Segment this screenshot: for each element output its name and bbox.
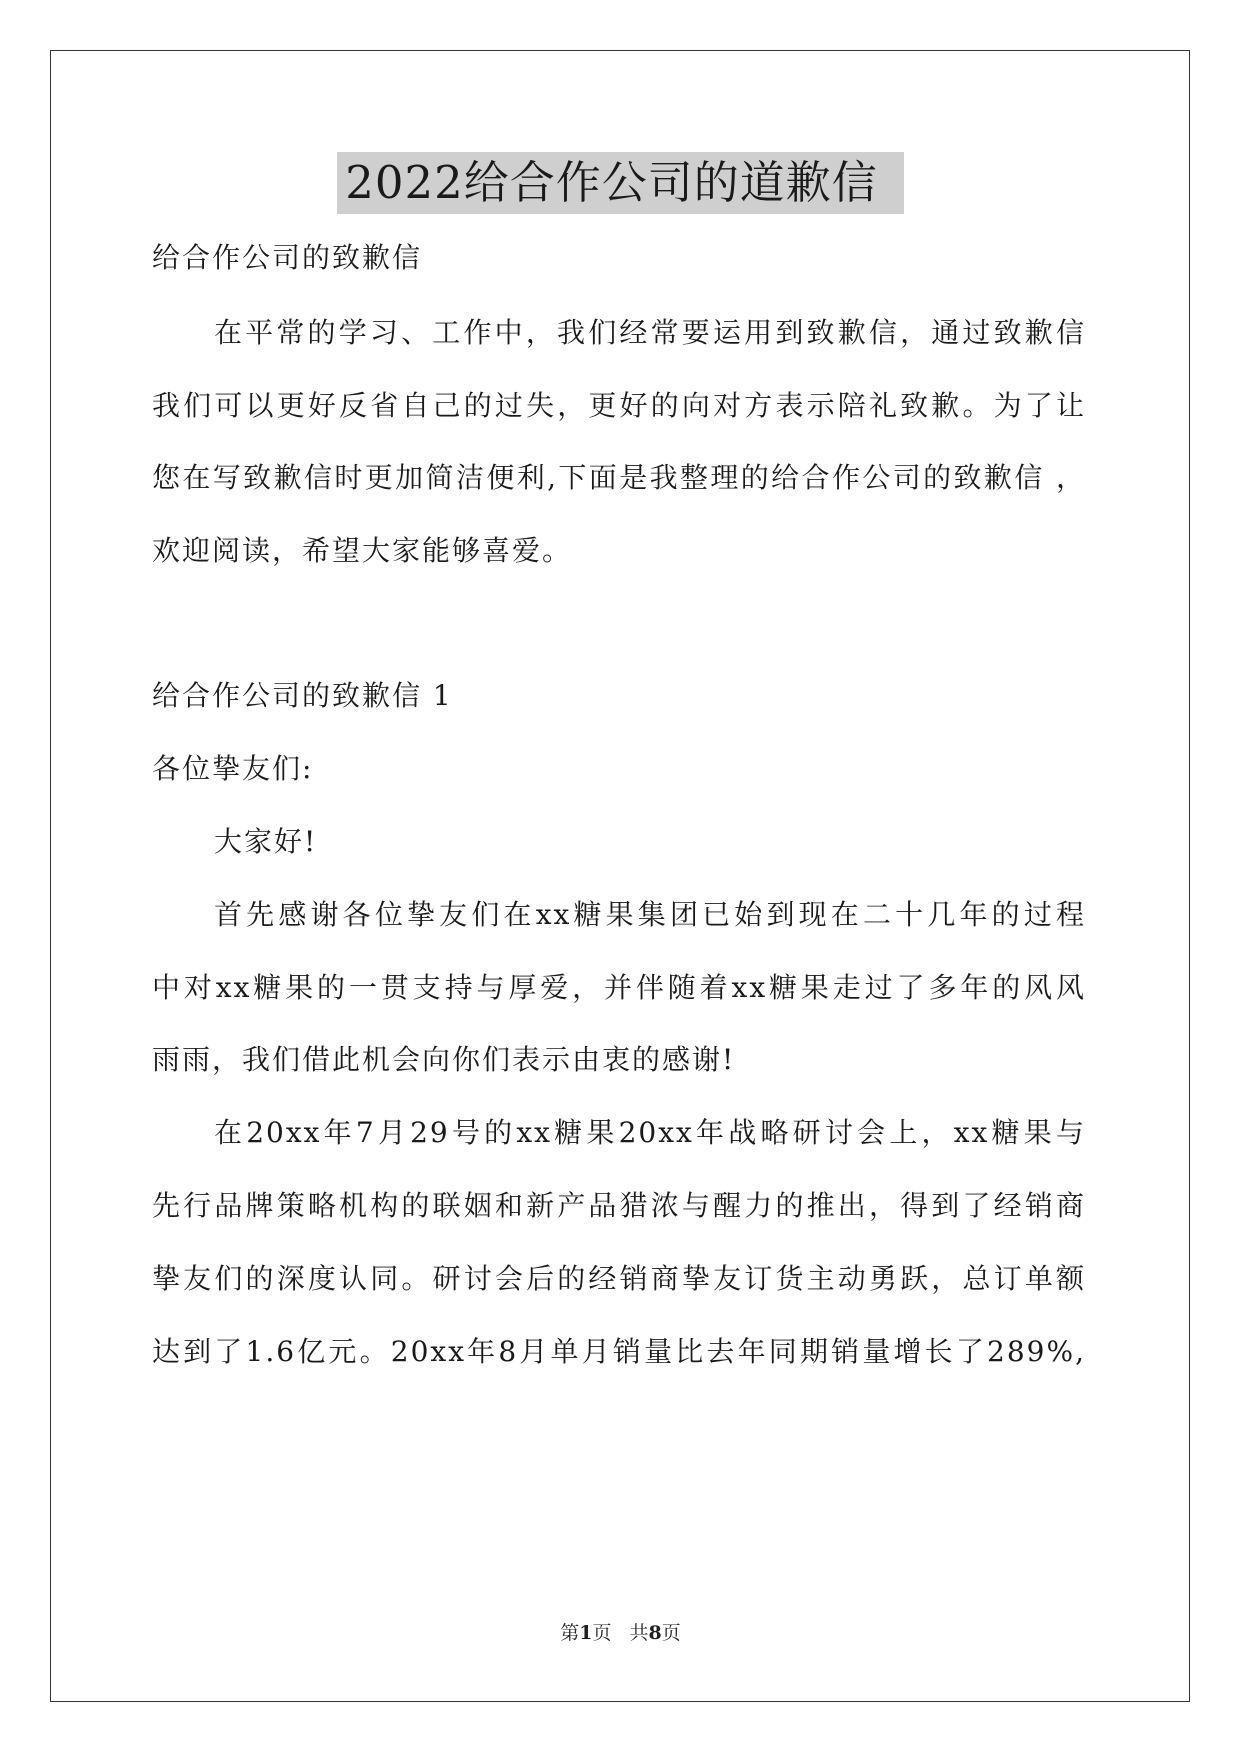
footer-page-current: 1 (579, 1622, 593, 1644)
intro-line-4: 欢迎阅读，希望大家能够喜爱。 (152, 534, 573, 567)
page-footer (0, 1620, 1241, 1646)
para2-line-4: 达到了1.6亿元。20xx年8月单月销量比去年同期销量增长了289%, (152, 1335, 1086, 1368)
para1-line-2: 中对xx糖果的一贯支持与厚爱，并伴随着xx糖果走过了多年的风风 (152, 971, 1086, 1004)
document-title: 2022给合作公司的道歉信 (337, 152, 904, 214)
title-container (0, 152, 1241, 214)
para2-line-1: 在20xx年7月29号的xx糖果20xx年战略研讨会上，xx糖果与 (214, 1116, 1086, 1149)
para2-line-2: 先行品牌策略机构的联姻和新产品猎浓与醒力的推出，得到了经销商 (152, 1189, 1086, 1222)
section-heading: 给合作公司的致歉信 1 (152, 679, 453, 712)
page-border (50, 50, 1190, 1702)
salutation: 各位挚友们: (152, 752, 314, 785)
para2-line-3: 挚友们的深度认同。研讨会后的经销商挚友订货主动勇跃，总订单额 (152, 1262, 1086, 1295)
para1-line-3: 雨雨，我们借此机会向你们表示由衷的感谢! (152, 1043, 736, 1076)
document-subtitle: 给合作公司的致歉信 (152, 241, 423, 274)
footer-total-suffix: 页 (661, 1622, 681, 1644)
footer-total-prefix: 共 (629, 1622, 649, 1644)
footer-page-prefix: 第 (560, 1622, 580, 1644)
intro-line-1: 在平常的学习、工作中，我们经常要运用到致歉信，通过致歉信 (214, 316, 1086, 349)
para1-line-1: 首先感谢各位挚友们在xx糖果集团已始到现在二十几年的过程 (214, 898, 1086, 931)
footer-page-total: 8 (648, 1622, 662, 1644)
intro-line-2: 我们可以更好反省自己的过失，更好的向对方表示陪礼致歉。为了让 (152, 389, 1086, 422)
greeting: 大家好! (214, 825, 318, 858)
footer-page-suffix: 页 (592, 1622, 612, 1644)
intro-line-3: 您在写致歉信时更加简洁便利,下面是我整理的给合作公司的致歉信 ， (152, 461, 1086, 494)
